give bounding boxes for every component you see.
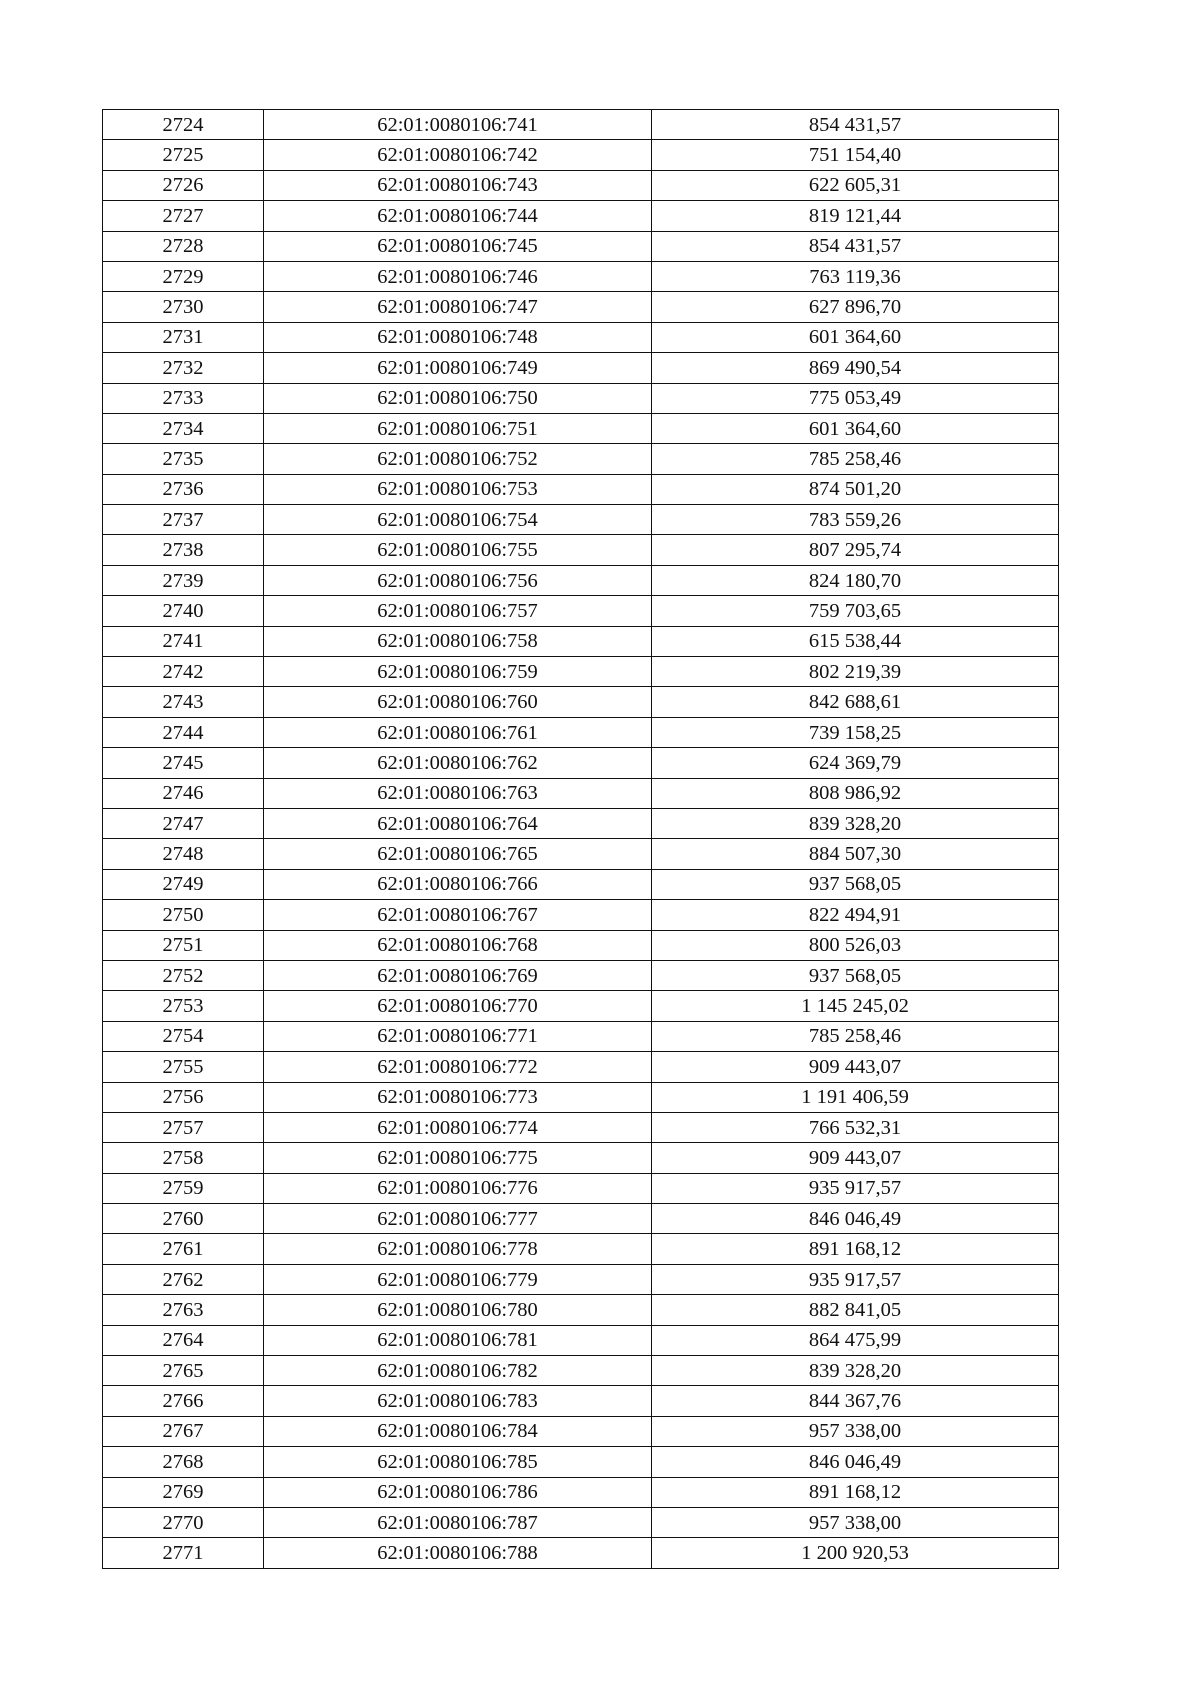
cadastral-number-cell: 62:01:0080106:743 xyxy=(264,170,652,200)
cadastral-number-cell: 62:01:0080106:753 xyxy=(264,474,652,504)
row-number-cell: 2747 xyxy=(103,808,264,838)
cadastral-number-cell: 62:01:0080106:771 xyxy=(264,1021,652,1051)
row-number-cell: 2749 xyxy=(103,869,264,899)
table-row xyxy=(103,1204,1059,1234)
cadastral-value-cell: 759 703,65 xyxy=(652,596,1059,626)
row-number-cell: 2758 xyxy=(103,1143,264,1173)
cadastral-value-cell: 891 168,12 xyxy=(652,1234,1059,1264)
cadastral-value-cell: 842 688,61 xyxy=(652,687,1059,717)
cadastral-value-cell: 819 121,44 xyxy=(652,201,1059,231)
table-row xyxy=(103,505,1059,535)
cadastral-value-cell: 785 258,46 xyxy=(652,444,1059,474)
row-number-cell: 2764 xyxy=(103,1325,264,1355)
table-row xyxy=(103,1112,1059,1142)
cadastral-value-cell: 935 917,57 xyxy=(652,1264,1059,1294)
table-row xyxy=(103,261,1059,291)
cadastral-number-cell: 62:01:0080106:782 xyxy=(264,1356,652,1386)
row-number-cell: 2754 xyxy=(103,1021,264,1051)
table-row xyxy=(103,808,1059,838)
cadastral-value-cell: 601 364,60 xyxy=(652,413,1059,443)
cadastral-number-cell: 62:01:0080106:770 xyxy=(264,991,652,1021)
row-number-cell: 2760 xyxy=(103,1204,264,1234)
cadastral-number-cell: 62:01:0080106:777 xyxy=(264,1204,652,1234)
cadastral-value-cell: 844 367,76 xyxy=(652,1386,1059,1416)
cadastral-value-table xyxy=(102,109,1059,1569)
row-number-cell: 2744 xyxy=(103,717,264,747)
cadastral-value-cell: 957 338,00 xyxy=(652,1416,1059,1446)
cadastral-number-cell: 62:01:0080106:762 xyxy=(264,748,652,778)
row-number-cell: 2729 xyxy=(103,261,264,291)
row-number-cell: 2765 xyxy=(103,1356,264,1386)
row-number-cell: 2770 xyxy=(103,1507,264,1537)
cadastral-number-cell: 62:01:0080106:780 xyxy=(264,1295,652,1325)
cadastral-value-cell: 763 119,36 xyxy=(652,261,1059,291)
cadastral-number-cell: 62:01:0080106:766 xyxy=(264,869,652,899)
cadastral-number-cell: 62:01:0080106:756 xyxy=(264,565,652,595)
row-number-cell: 2746 xyxy=(103,778,264,808)
row-number-cell: 2771 xyxy=(103,1538,264,1568)
cadastral-value-cell: 800 526,03 xyxy=(652,930,1059,960)
cadastral-number-cell: 62:01:0080106:746 xyxy=(264,261,652,291)
cadastral-number-cell: 62:01:0080106:783 xyxy=(264,1386,652,1416)
cadastral-value-cell: 909 443,07 xyxy=(652,1143,1059,1173)
table-row xyxy=(103,1447,1059,1477)
table-row xyxy=(103,1234,1059,1264)
table-row xyxy=(103,991,1059,1021)
row-number-cell: 2750 xyxy=(103,900,264,930)
cadastral-number-cell: 62:01:0080106:764 xyxy=(264,808,652,838)
cadastral-value-cell: 739 158,25 xyxy=(652,717,1059,747)
row-number-cell: 2751 xyxy=(103,930,264,960)
table-row xyxy=(103,1295,1059,1325)
table-row xyxy=(103,748,1059,778)
table-row xyxy=(103,960,1059,990)
row-number-cell: 2767 xyxy=(103,1416,264,1446)
cadastral-number-cell: 62:01:0080106:761 xyxy=(264,717,652,747)
cadastral-number-cell: 62:01:0080106:760 xyxy=(264,687,652,717)
table-row xyxy=(103,1173,1059,1203)
cadastral-number-cell: 62:01:0080106:758 xyxy=(264,626,652,656)
row-number-cell: 2762 xyxy=(103,1264,264,1294)
cadastral-value-cell: 909 443,07 xyxy=(652,1052,1059,1082)
table-body xyxy=(103,110,1059,1569)
row-number-cell: 2740 xyxy=(103,596,264,626)
cadastral-value-cell: 766 532,31 xyxy=(652,1112,1059,1142)
cadastral-value-cell: 839 328,20 xyxy=(652,1356,1059,1386)
table-row xyxy=(103,231,1059,261)
cadastral-value-cell: 622 605,31 xyxy=(652,170,1059,200)
row-number-cell: 2734 xyxy=(103,413,264,443)
table-row xyxy=(103,444,1059,474)
table-row xyxy=(103,717,1059,747)
row-number-cell: 2755 xyxy=(103,1052,264,1082)
table-row xyxy=(103,292,1059,322)
row-number-cell: 2745 xyxy=(103,748,264,778)
cadastral-value-cell: 808 986,92 xyxy=(652,778,1059,808)
cadastral-value-cell: 869 490,54 xyxy=(652,353,1059,383)
cadastral-value-cell: 937 568,05 xyxy=(652,960,1059,990)
cadastral-number-cell: 62:01:0080106:769 xyxy=(264,960,652,990)
cadastral-value-cell: 783 559,26 xyxy=(652,505,1059,535)
table-row xyxy=(103,930,1059,960)
cadastral-number-cell: 62:01:0080106:788 xyxy=(264,1538,652,1568)
table-row xyxy=(103,201,1059,231)
table-row xyxy=(103,1052,1059,1082)
cadastral-value-cell: 891 168,12 xyxy=(652,1477,1059,1507)
cadastral-number-cell: 62:01:0080106:754 xyxy=(264,505,652,535)
row-number-cell: 2761 xyxy=(103,1234,264,1264)
cadastral-value-cell: 785 258,46 xyxy=(652,1021,1059,1051)
row-number-cell: 2736 xyxy=(103,474,264,504)
cadastral-value-cell: 1 191 406,59 xyxy=(652,1082,1059,1112)
row-number-cell: 2735 xyxy=(103,444,264,474)
cadastral-number-cell: 62:01:0080106:781 xyxy=(264,1325,652,1355)
table-row xyxy=(103,869,1059,899)
table-row xyxy=(103,1325,1059,1355)
cadastral-number-cell: 62:01:0080106:744 xyxy=(264,201,652,231)
table-row xyxy=(103,1386,1059,1416)
cadastral-number-cell: 62:01:0080106:775 xyxy=(264,1143,652,1173)
cadastral-value-cell: 615 538,44 xyxy=(652,626,1059,656)
table-row xyxy=(103,1477,1059,1507)
row-number-cell: 2768 xyxy=(103,1447,264,1477)
table-row xyxy=(103,1416,1059,1446)
row-number-cell: 2757 xyxy=(103,1112,264,1142)
cadastral-value-cell: 1 145 245,02 xyxy=(652,991,1059,1021)
cadastral-number-cell: 62:01:0080106:779 xyxy=(264,1264,652,1294)
table-row xyxy=(103,596,1059,626)
cadastral-number-cell: 62:01:0080106:768 xyxy=(264,930,652,960)
cadastral-value-cell: 627 896,70 xyxy=(652,292,1059,322)
table-row xyxy=(103,657,1059,687)
cadastral-value-cell: 935 917,57 xyxy=(652,1173,1059,1203)
row-number-cell: 2733 xyxy=(103,383,264,413)
cadastral-number-cell: 62:01:0080106:774 xyxy=(264,1112,652,1142)
cadastral-number-cell: 62:01:0080106:765 xyxy=(264,839,652,869)
cadastral-value-cell: 846 046,49 xyxy=(652,1447,1059,1477)
cadastral-value-cell: 874 501,20 xyxy=(652,474,1059,504)
cadastral-value-cell: 1 200 920,53 xyxy=(652,1538,1059,1568)
cadastral-number-cell: 62:01:0080106:772 xyxy=(264,1052,652,1082)
table-row xyxy=(103,1021,1059,1051)
row-number-cell: 2743 xyxy=(103,687,264,717)
table-row xyxy=(103,322,1059,352)
row-number-cell: 2766 xyxy=(103,1386,264,1416)
row-number-cell: 2725 xyxy=(103,140,264,170)
table-row xyxy=(103,474,1059,504)
table-row xyxy=(103,1143,1059,1173)
cadastral-value-cell: 882 841,05 xyxy=(652,1295,1059,1325)
cadastral-number-cell: 62:01:0080106:786 xyxy=(264,1477,652,1507)
table-row xyxy=(103,1082,1059,1112)
row-number-cell: 2728 xyxy=(103,231,264,261)
table-row xyxy=(103,687,1059,717)
cadastral-number-cell: 62:01:0080106:749 xyxy=(264,353,652,383)
cadastral-value-cell: 854 431,57 xyxy=(652,231,1059,261)
cadastral-value-cell: 864 475,99 xyxy=(652,1325,1059,1355)
cadastral-number-cell: 62:01:0080106:759 xyxy=(264,657,652,687)
row-number-cell: 2769 xyxy=(103,1477,264,1507)
row-number-cell: 2738 xyxy=(103,535,264,565)
table-row xyxy=(103,900,1059,930)
table-row xyxy=(103,353,1059,383)
cadastral-number-cell: 62:01:0080106:763 xyxy=(264,778,652,808)
cadastral-value-cell: 854 431,57 xyxy=(652,110,1059,140)
row-number-cell: 2730 xyxy=(103,292,264,322)
cadastral-value-cell: 624 369,79 xyxy=(652,748,1059,778)
row-number-cell: 2753 xyxy=(103,991,264,1021)
cadastral-value-cell: 775 053,49 xyxy=(652,383,1059,413)
cadastral-value-cell: 802 219,39 xyxy=(652,657,1059,687)
cadastral-number-cell: 62:01:0080106:757 xyxy=(264,596,652,626)
table-row xyxy=(103,383,1059,413)
row-number-cell: 2731 xyxy=(103,322,264,352)
row-number-cell: 2732 xyxy=(103,353,264,383)
cadastral-number-cell: 62:01:0080106:785 xyxy=(264,1447,652,1477)
cadastral-number-cell: 62:01:0080106:784 xyxy=(264,1416,652,1446)
table-row xyxy=(103,1507,1059,1537)
table-row xyxy=(103,140,1059,170)
cadastral-number-cell: 62:01:0080106:745 xyxy=(264,231,652,261)
cadastral-number-cell: 62:01:0080106:741 xyxy=(264,110,652,140)
cadastral-number-cell: 62:01:0080106:778 xyxy=(264,1234,652,1264)
cadastral-value-cell: 839 328,20 xyxy=(652,808,1059,838)
row-number-cell: 2737 xyxy=(103,505,264,535)
cadastral-number-cell: 62:01:0080106:755 xyxy=(264,535,652,565)
cadastral-value-cell: 807 295,74 xyxy=(652,535,1059,565)
row-number-cell: 2726 xyxy=(103,170,264,200)
table-row xyxy=(103,1538,1059,1568)
row-number-cell: 2727 xyxy=(103,201,264,231)
row-number-cell: 2742 xyxy=(103,657,264,687)
table-row xyxy=(103,413,1059,443)
cadastral-number-cell: 62:01:0080106:742 xyxy=(264,140,652,170)
cadastral-number-cell: 62:01:0080106:747 xyxy=(264,292,652,322)
row-number-cell: 2763 xyxy=(103,1295,264,1325)
table-row xyxy=(103,565,1059,595)
row-number-cell: 2741 xyxy=(103,626,264,656)
cadastral-value-cell: 957 338,00 xyxy=(652,1507,1059,1537)
cadastral-number-cell: 62:01:0080106:751 xyxy=(264,413,652,443)
cadastral-number-cell: 62:01:0080106:787 xyxy=(264,1507,652,1537)
cadastral-value-cell: 751 154,40 xyxy=(652,140,1059,170)
row-number-cell: 2756 xyxy=(103,1082,264,1112)
table-row xyxy=(103,626,1059,656)
cadastral-number-cell: 62:01:0080106:773 xyxy=(264,1082,652,1112)
cadastral-number-cell: 62:01:0080106:776 xyxy=(264,1173,652,1203)
cadastral-value-cell: 824 180,70 xyxy=(652,565,1059,595)
row-number-cell: 2759 xyxy=(103,1173,264,1203)
cadastral-number-cell: 62:01:0080106:767 xyxy=(264,900,652,930)
table-row xyxy=(103,778,1059,808)
table-row xyxy=(103,110,1059,140)
row-number-cell: 2739 xyxy=(103,565,264,595)
cadastral-value-cell: 822 494,91 xyxy=(652,900,1059,930)
table-row xyxy=(103,839,1059,869)
cadastral-number-cell: 62:01:0080106:752 xyxy=(264,444,652,474)
cadastral-value-cell: 937 568,05 xyxy=(652,869,1059,899)
table-row xyxy=(103,1356,1059,1386)
cadastral-value-cell: 846 046,49 xyxy=(652,1204,1059,1234)
table-row xyxy=(103,1264,1059,1294)
cadastral-value-cell: 601 364,60 xyxy=(652,322,1059,352)
cadastral-number-cell: 62:01:0080106:750 xyxy=(264,383,652,413)
row-number-cell: 2752 xyxy=(103,960,264,990)
row-number-cell: 2748 xyxy=(103,839,264,869)
cadastral-value-cell: 884 507,30 xyxy=(652,839,1059,869)
cadastral-number-cell: 62:01:0080106:748 xyxy=(264,322,652,352)
table-row xyxy=(103,535,1059,565)
table-row xyxy=(103,170,1059,200)
row-number-cell: 2724 xyxy=(103,110,264,140)
